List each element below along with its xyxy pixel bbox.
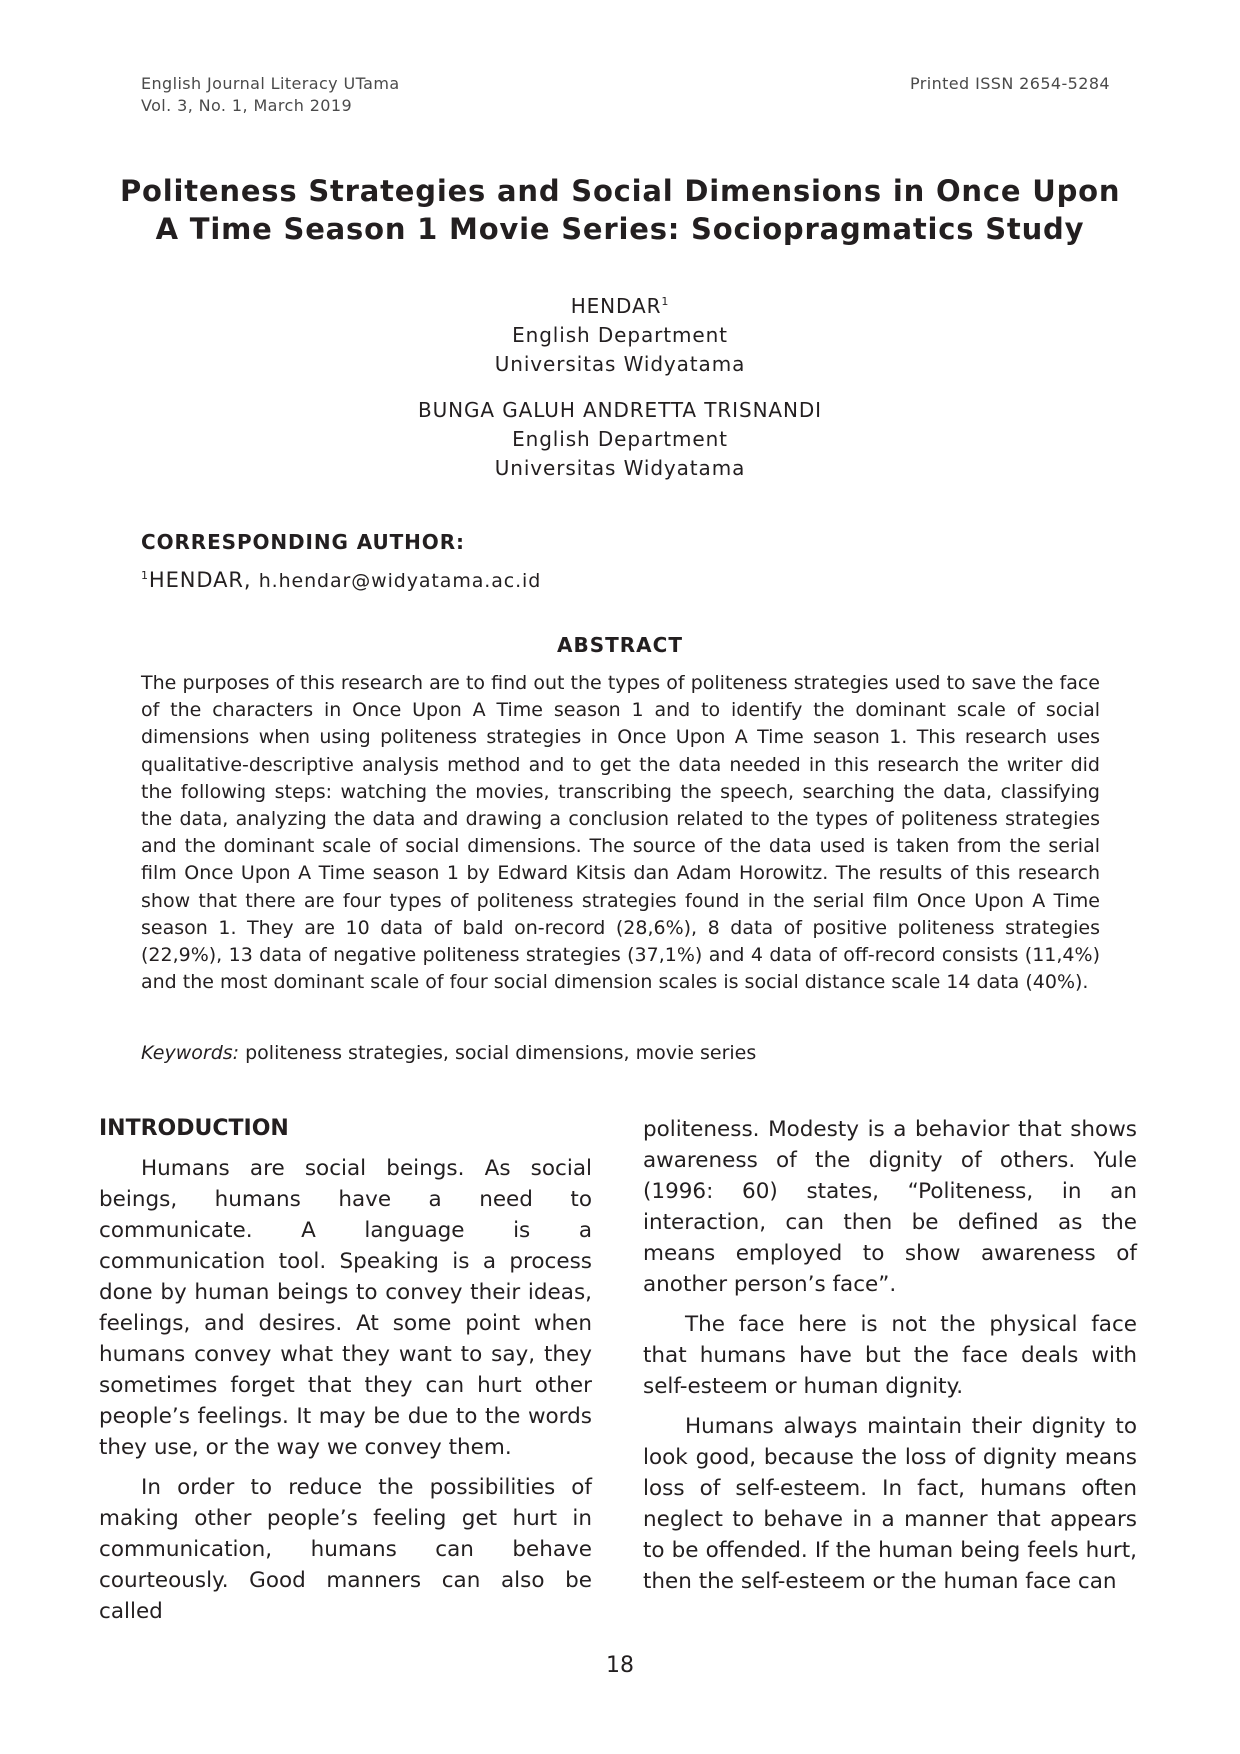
- issn-label: Printed ISSN 2654-5284: [910, 74, 1110, 93]
- author-1-superscript: 1: [661, 295, 670, 308]
- journal-volume: Vol. 3, No. 1, March 2019: [141, 96, 353, 115]
- corresponding-author-email: h.hendar@widyatama.ac.id: [258, 570, 542, 592]
- abstract-text: The purposes of this research are to find out the types of politeness strategies used to save the face of the characters in Once Upon A Time season 1 and to identify the dominant scale of social dimensions when using politeness strategies in Once Upon A Time season 1. This research uses qualitative-descriptive analysis method and to get the data needed in this research the writer did the following steps: watching the movies, transcribing the speech, searching the data, classifying the data, analyzing the data and drawing a conclusion related to the types of politeness strategies and the dominant scale of social dimensions. The source of the data used is taken from the serial film Once Upon A Time season 1 by Edward Kitsis dan Adam Horowitz. The results of this research show that there are four types of politeness strategies found in the serial film Once Upon A Time season 1. They are 10 data of bald on-record (28,6%), 8 data of positive politeness strategies (22,9%), 13 data of negative politeness strategies (37,1%) and 4 data of off-record consists (11,4%) and the most dominant scale of four social dimension scales is social distance scale 14 data (40%).: [141, 672, 1100, 994]
- body-paragraph: Humans are social beings. As social beings, humans have a need to communicate. A language is a communication tool. Speaking is a process done by human beings to convey their ideas, feelings, and desires. At some point when humans convey what they want to say, they sometimes forget that they can hurt other people’s feelings. It may be due to the words they use, or the way we convey them.: [99, 1156, 592, 1460]
- corresponding-author-line: [141, 562, 541, 595]
- author-block-2: [120, 396, 1120, 483]
- body-paragraph: In order to reduce the possibilities of making other people’s feeling get hurt in communication, humans can behave courteously. Good manners can also be called: [99, 1475, 592, 1624]
- abstract-heading: ABSTRACT: [557, 633, 683, 657]
- body-column-left: [99, 1114, 592, 1636]
- body-paragraph: politeness. Modesty is a behavior that shows awareness of the dignity of others. Yule (1996: 60) states, “Politeness, in an interaction, can then be defined as the means employed to show awareness of another person’s face”.: [643, 1117, 1137, 1297]
- corresponding-author-name: HENDAR,: [148, 568, 252, 592]
- journal-name: English Journal Literacy UTama: [141, 74, 400, 93]
- corresponding-author-label: CORRESPONDING AUTHOR:: [141, 530, 465, 554]
- paper-title-line-1: Politeness Strategies and Social Dimensions in Once Upon: [120, 174, 1121, 208]
- author-2-institution: Universitas Widyatama: [494, 456, 746, 480]
- body-paragraph: Humans always maintain their dignity to look good, because the loss of dignity means loss of self-esteem. In fact, humans often neglect to behave in a manner that appears to be offended. If the human being feels hurt, then the self-esteem or the human face can: [643, 1414, 1137, 1594]
- keywords-label: Keywords:: [141, 1042, 240, 1064]
- body-column-right: [643, 1114, 1137, 1606]
- keywords-line: [141, 1040, 756, 1067]
- author-name-2: BUNGA GALUH ANDRETTA TRISNANDI: [418, 398, 822, 422]
- author-1-institution: Universitas Widyatama: [494, 352, 746, 376]
- body-paragraph: The face here is not the physical face that humans have but the face deals with self-esteem or human dignity.: [643, 1312, 1137, 1399]
- page-number: 18: [606, 1653, 634, 1678]
- corresponding-author-block: [141, 528, 541, 595]
- running-header-left: [141, 73, 400, 117]
- keywords-text: politeness strategies, social dimensions, movie series: [239, 1042, 757, 1064]
- author-2-department: English Department: [512, 427, 728, 451]
- paper-title-line-2: A Time Season 1 Movie Series: Sociopragmatics Study: [155, 212, 1085, 246]
- paper-title: [120, 172, 1120, 248]
- author-1-department: English Department: [512, 323, 728, 347]
- corresponding-superscript: 1: [141, 569, 149, 582]
- introduction-heading: INTRODUCTION: [99, 1116, 289, 1141]
- author-block-1: [120, 287, 1120, 379]
- author-name-1: HENDAR$^1$: [570, 294, 670, 318]
